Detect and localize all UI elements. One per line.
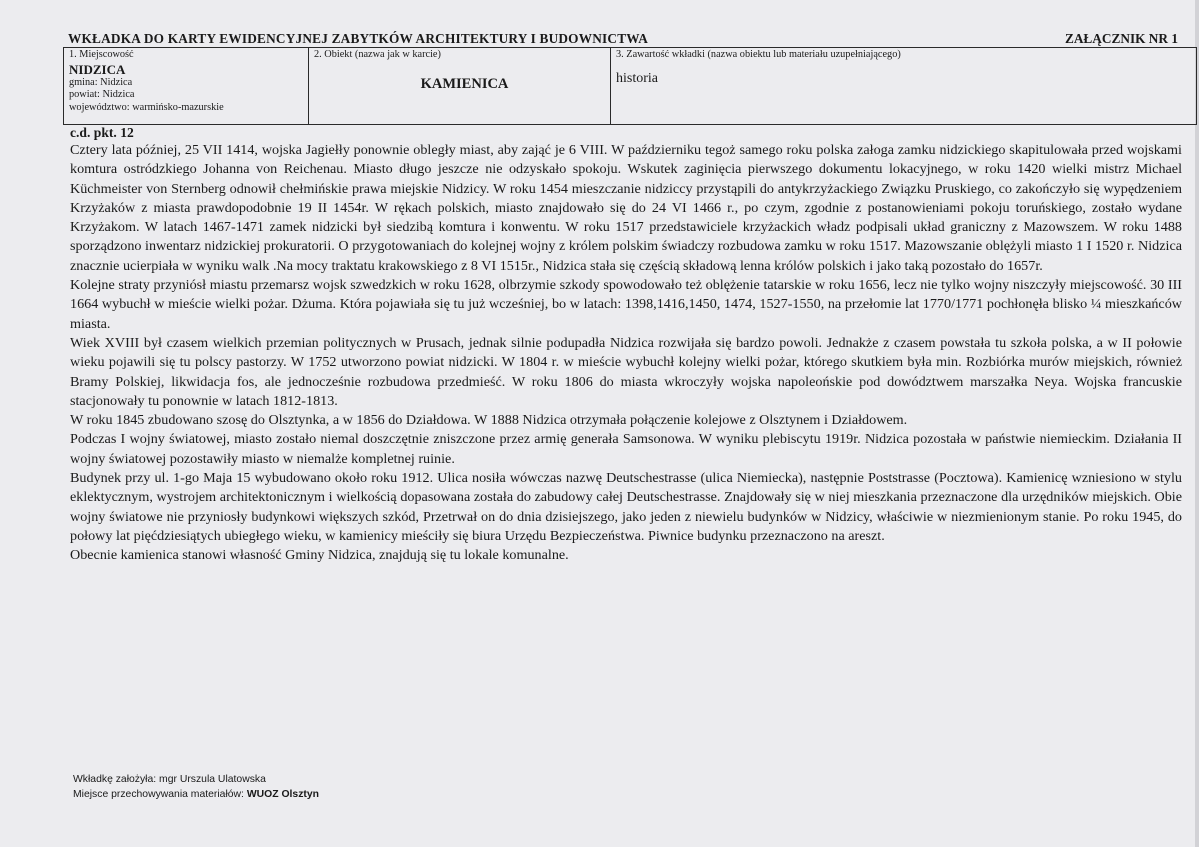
annex-number: ZAŁĄCZNIK NR 1 bbox=[1064, 31, 1178, 46]
storage-line bbox=[73, 788, 319, 803]
header-fields-table bbox=[63, 47, 1197, 125]
history-text bbox=[70, 125, 1182, 566]
content-label: 3. Zawartość wkładki (nazwa obiektu lub materiału uzupełniającego) bbox=[616, 49, 901, 60]
document-title: WKŁADKA DO KARTY EWIDENCYJNEJ ZABYTKÓW ARCHITEKTURY I BUDOWNICTWA bbox=[68, 31, 649, 46]
object-cell bbox=[309, 48, 611, 125]
continuation-heading: c.d. pkt. 12 bbox=[70, 125, 134, 140]
paragraph: W roku 1845 zbudowano szosę do Olsztynka, a w 1856 do Działdowa. W 1888 Nidzica otrzymała połączenie kolejowe z Olsztynem i Działdowem. bbox=[70, 412, 908, 429]
commune: gmina: Nidzica bbox=[69, 76, 133, 88]
paragraph: Budynek przy ul. 1-go Maja 15 wybudowano około roku 1912. Ulica nosiła wówczas nazwę Deutschestrasse (ulica Niemiecka), następnie Poststrasse (Pocztowa). Kamienicę wzniesiono w stylu eklektycznym, wystrojem architektonicznym i wielkością dopasowana została do zabudowy całej Deutschestrasse. Znajdowały się w niej mieszkania przeznaczone dla urzędników miejskich. Obie wojny światowe nie przyniosły budynkowi większych szkód, Przetrwał on do dnia dzisiejszego, jako jeden z niewielu budynków w Nidzicy, właściwie w niezmienionym stanie. Po roku 1945, do połowy lat pięćdziesiątych ubiegłego wieku, w kamienicy mieściły się biura Urzędu Bezpieczeństwa. Piwnice budynku przeznaczono na areszt. bbox=[70, 470, 1182, 544]
paragraph: Obecnie kamienica stanowi własność Gminy Nidzica, znajdują się tu lokale komunalne. bbox=[70, 547, 569, 564]
object-name: KAMIENICA bbox=[420, 75, 509, 92]
voivodeship: województwo: warmińsko-mazurskie bbox=[69, 101, 224, 113]
paragraph: Cztery lata później, 25 VII 1414, wojska Jagiełły ponownie obległy miast, aby zająć je 6 VIII. W październiku tegoż samego roku polska załoga zamku nidzickiego skapitulowała przed wojskami komtura ostródzkiego Johanna von Reichenau. Miasto długo jeszcze nie odzyskało spokoju. Wskutek zaginięcia pierwszego dokumentu lokacyjnego, w roku 1420 wielki mistrz Michael Küchmeister von Sternberg odnowił chełmińskie prawa miejskie Nidzicy. W roku 1454 mieszczanie nidziccy przystąpili do antykrzyżackiego Związku Pruskiego, co zakończyło się wypędzeniem Krzyżaków z miasta prawdopodobnie 19 II 1454r. W rękach polskich, miasto znajdowało się do 24 VI 1466 r., po czym, zgodnie z postanowieniami pokoju toruńskiego, zostało wydane Krzyżakom. W latach 1467-1471 zamek nidzicki był siedzibą komtura i konwentu. W roku 1517 przedstawiciele krzyżackich władz podpisali układ graniczny z Mazowszem. W roku 1488 sporządzono inwentarz nidzickiej prokuratorii. O przygotowaniach do kolejnej wojny z królem polskim świadczy rozbudowa zamku w roku 1517. Mazowszanie oblężyli miasto 1 I 1520 r. Nidzica znacznie ucierpiała w wyniku walk .Na mocy traktatu krakowskiego z 8 VI 1515r., Nidzica stała się częścią składową lenna królów polskich i jako taką pozostało do 1657r. bbox=[70, 142, 1182, 274]
storage-label: Miejsce przechowywania materiałów: bbox=[73, 788, 247, 800]
town-name: NIDZICA bbox=[69, 61, 126, 77]
county: powiat: Nidzica bbox=[69, 89, 135, 100]
author-line bbox=[73, 773, 319, 788]
content-value: historia bbox=[616, 70, 658, 86]
paragraph: Wiek XVIII był czasem wielkich przemian politycznych w Prusach, jednak silnie podupadła Nidzica rozwijała się bardzo powoli. Jednakże z czasem powstała tu szkoła polska, a w II połowie wieku pojawili się tu polscy pastorzy. W 1752 utworzono powiat nidzicki. W 1804 r. w mieście wybuchł kolejny wielki pożar, którego skutkiem była min. Rozbiórka murów miejskich, również Bramy Polskiej, likwidacja fos, ale jednocześnie rozbudowa przedmieść. W roku 1806 do miasta wkroczyły wojska napoleońskie pod dowództwem marszałka Neya. Wojska francuskie stacjonowały tu ponownie w latach 1812-1813. bbox=[70, 334, 1182, 409]
location-label: 1. Miejscowość bbox=[69, 49, 134, 60]
author-label: Wkładkę założyła: bbox=[73, 774, 160, 785]
content-cell bbox=[611, 48, 1197, 125]
paragraph: Podczas I wojny światowej, miasto zostało niemal doszczętnie zniszczone przez armię generała Samsonowa. W wyniku plebiscytu 1919r. Nidzica pozostała w państwie niemieckim. Działania II wojny światowej pozostawiły miasto w niemalże kompletnej ruinie. bbox=[70, 431, 1182, 467]
document-header bbox=[68, 31, 1196, 47]
paragraph: Kolejne straty przyniósł miastu przemarsz wojsk szwedzkich w roku 1628, olbrzymie szkody spowodowało też oblężenie tatarskie w roku 1656, lecz nie tylko wojny niszczyły miejscowość. 30 III 1664 wybuchł w mieście wielki pożar. Dżuma. Która pojawiała się tu już wcześniej, bo w latach: 1398,1416,1450, 1474, 1527-1550, na przełomie lat 1770/1771 pochłonęła blisko ¼ mieszkańców miasta. bbox=[70, 277, 1182, 332]
location-cell bbox=[64, 48, 309, 125]
document-footer bbox=[73, 773, 319, 802]
object-label: 2. Obiekt (nazwa jak w karcie) bbox=[314, 49, 441, 60]
scan-edge bbox=[1195, 0, 1199, 847]
storage-place: WUOZ Olsztyn bbox=[246, 788, 319, 800]
author-name: mgr Urszula Ulatowska bbox=[159, 774, 266, 785]
